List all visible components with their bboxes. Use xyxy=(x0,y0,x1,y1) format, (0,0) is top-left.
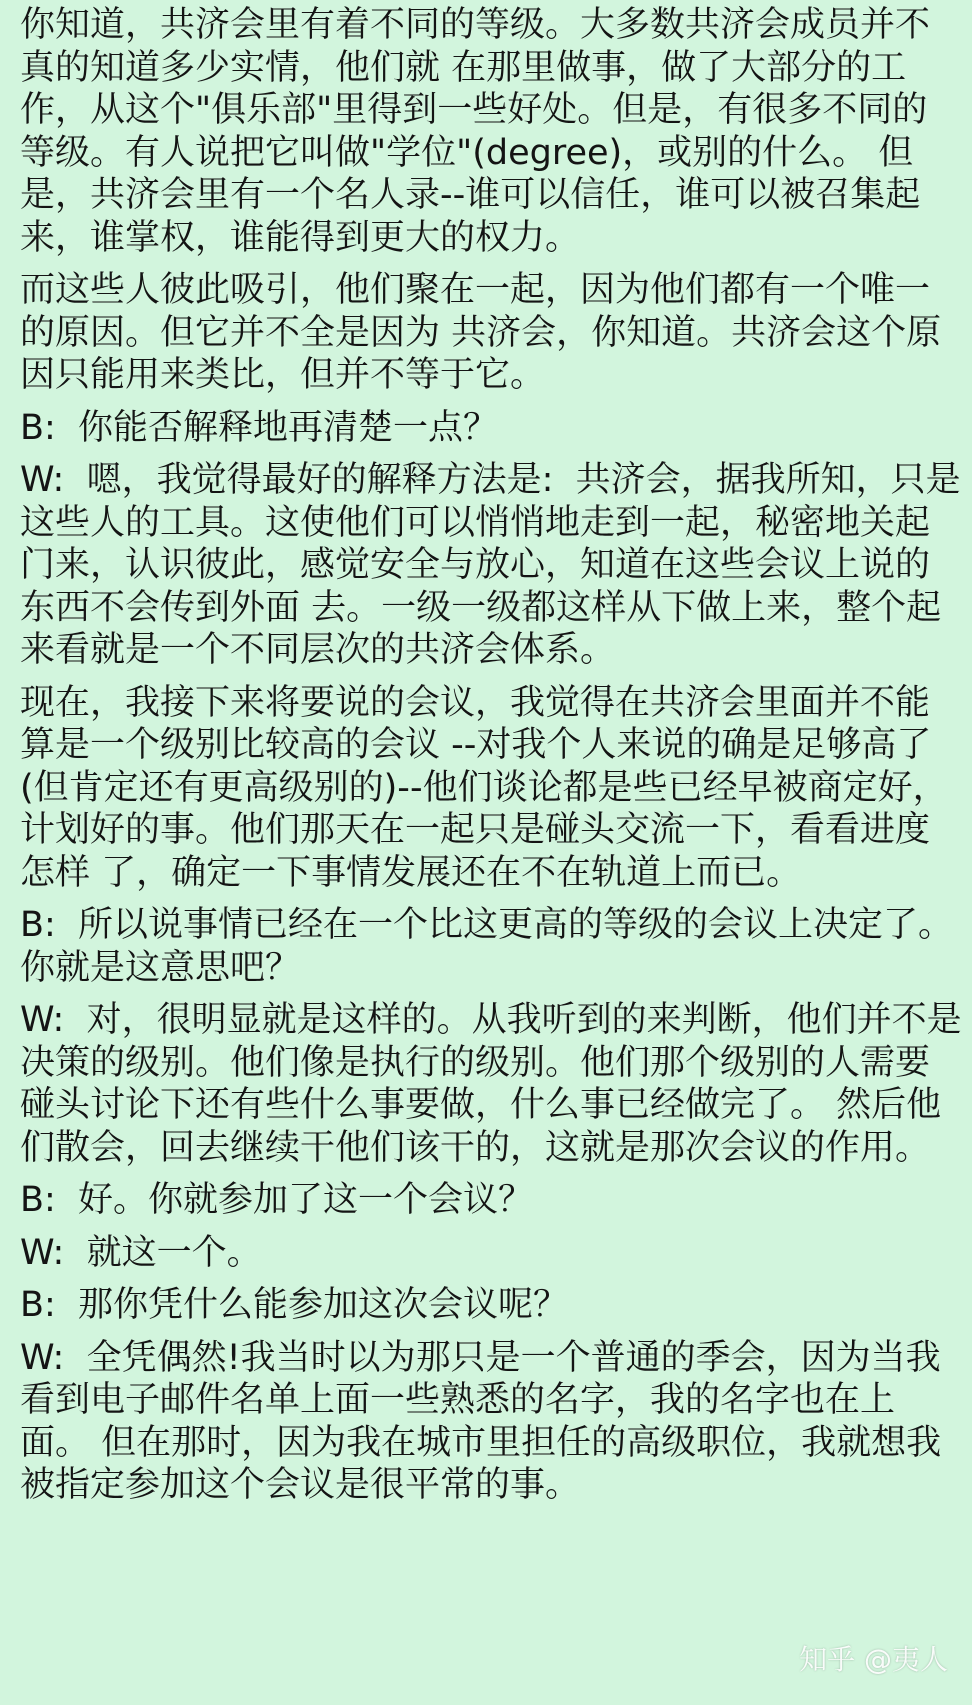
paragraph: 而这些人彼此吸引，他们聚在一起，因为他们都有一个唯一的原因。但它并不全是因为 共济会，你知道。共济会这个原因只能用来类比，但并不等于它。 xyxy=(20,270,942,395)
dialogue-line: B: 所以说事情已经在一个比这更高的等级的会议上决定了。你就是这意思吧？ xyxy=(20,905,954,988)
paragraph: 你知道，共济会里有着不同的等级。大多数共济会成员并不真的知道多少实情，他们就 在那里做事，做了大部分的工作，从这个"俱乐部"里得到一些好处。但是，有很多不同的等级。有人说把它叫做"学位"(degree)，或别的什么。 但是，共济会里有一个名人录--谁可以信任，谁可以被召集起来，谁掌权，谁能得到更大的权力。 xyxy=(20,5,931,258)
dialogue-line: B: 那你凭什么能参加这次会议呢？ xyxy=(20,1285,569,1325)
dialogue-line: W: 对，很明显就是这样的。从我听到的来判断，他们并不是决策的级别。他们像是执行的级别。他们那个级别的人需要碰头讨论下还有些什么事要做，什么事已经做完了。 然后他们散会，回去继续干他们该干的，这就是那次会议的作用。 xyxy=(20,1000,962,1168)
dialogue-line: W: 就这一个。 xyxy=(20,1232,262,1273)
paragraph: 现在，我接下来将要说的会议，我觉得在共济会里面并不能算是一个级别比较高的会议 --对我个人来说的确是足够高了(但肯定还有更高级别的)--他们谈论都是些已经早被商定好，计划好的事。他们那天在一起只是碰头交流一下，看看进度怎样 了，确定一下事情发展还在不在轨道上而已。 xyxy=(20,682,948,893)
zhihu-watermark: 知乎 @夷人 xyxy=(799,1643,948,1676)
dialogue-line: W: 全凭偶然!我当时以为那只是一个普通的季会，因为当我看到电子邮件名单上面一些熟悉的名字，我的名字也在上面。 但在那时，因为我在城市里担任的高级职位，我就想我被指定参加这个会议是很平常的事。 xyxy=(20,1337,942,1505)
dialogue-line: B: 你能否解释地再清楚一点？ xyxy=(20,407,499,448)
dialogue-line: W: 嗯，我觉得最好的解释方法是: 共济会，据我所知，只是这些人的工具。这使他们可以悄悄地走到一起，秘密地关起门来，认识彼此，感觉安全与放心，知道在这些会议上说的东西不会传到外面 去。一级一级都这样从下做上来，整个起来看就是一个不同层次的共济会体系。 xyxy=(20,460,961,670)
dialogue-line: B: 好。你就参加了这一个会议？ xyxy=(20,1180,534,1220)
